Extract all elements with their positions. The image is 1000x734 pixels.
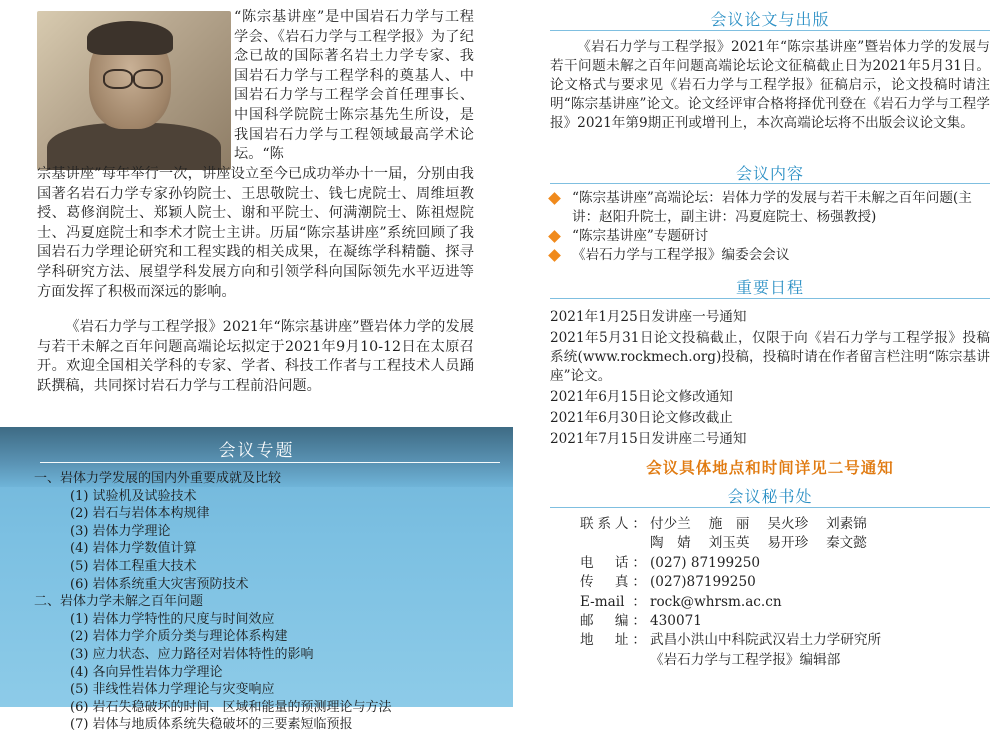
topics-divider: [40, 462, 500, 463]
contacts-row-2: [580, 534, 1000, 553]
portrait-body: [47, 123, 221, 170]
secretariat-title: 会议秘书处: [727, 487, 813, 506]
papers-title: 会议论文与出版: [710, 10, 830, 29]
topic-item: (3) 岩体力学理论: [70, 523, 171, 539]
portrait-glasses-right: [133, 69, 163, 89]
topics-list: [34, 470, 504, 734]
notice-text: 会议具体地点和时间详见二号通知: [646, 459, 894, 477]
topic-item: (2) 岩体力学介质分类与理论体系构建: [70, 629, 288, 645]
secretariat-divider: [550, 507, 990, 508]
content-item: [550, 227, 990, 246]
topic-item: (5) 岩体工程重大技术: [70, 558, 197, 574]
topic-item: (1) 岩体力学特性的尺度与时间效应: [70, 611, 275, 627]
contacts-row: [580, 515, 1000, 534]
portrait-glasses-left: [103, 69, 133, 89]
address-label: 地 址：: [580, 632, 646, 649]
zip-row: [580, 612, 1000, 631]
content-divider: [550, 183, 990, 184]
schedule-divider: [550, 298, 990, 299]
topic-item: (4) 各向异性岩体力学理论: [70, 664, 223, 680]
intro-paragraph: “陈宗基讲座”是中国岩石力学与工程学会、《岩石力学与工程学报》为了纪念已故的国际著名岩土力学专家、我国岩石力学与工程学科的奠基人、中国岩石力学与工程学会首任理事长、中国科学院院士陈宗基先生所设，是我国岩石力学与工程领域最高学术论坛。“陈: [234, 9, 474, 163]
content-item-text: “陈宗基讲座”高端论坛：岩体力学的发展与若干未解之百年问题(主讲：赵阳升院士，副主讲：冯夏庭院士、杨强教授): [572, 190, 972, 225]
topic-item: (6) 岩石失稳破坏的时间、区域和能量的预测理论与方法: [70, 699, 392, 715]
email-label: E-mail：: [580, 593, 646, 610]
schedule-list: [550, 308, 990, 451]
content-item-text: “陈宗基讲座”专题研讨: [572, 228, 709, 244]
schedule-item: 2021年5月31日论文投稿截止，仅限于向《岩石力学与工程学报》投稿系统(www.rockmech.org)投稿，投稿时请在作者留言栏注明“陈宗基讲座”论文。: [550, 330, 990, 384]
portrait-photo: [37, 11, 231, 170]
fax-label: 传 真：: [580, 574, 646, 591]
address-line-2: 《岩石力学与工程学报》编辑部: [650, 651, 841, 668]
fax-value: (027)87199250: [650, 574, 756, 591]
topic-item: (1) 试验机及试验技术: [70, 488, 197, 504]
email-value[interactable]: rock@whrsm.ac.cn: [650, 593, 782, 610]
schedule-item: 2021年1月25日发讲座一号通知: [550, 309, 747, 325]
contacts-label: 联系人：: [580, 516, 646, 532]
contact-block: [580, 515, 1000, 670]
contacts-names-1: 付少兰 施 丽 吴火珍 刘素锦: [650, 516, 867, 532]
contacts-names-2: 陶 婧 刘玉英 易开珍 秦文懿: [650, 535, 867, 552]
schedule-item: 2021年7月15日发讲座二号通知: [550, 431, 747, 447]
content-list: [550, 189, 990, 265]
address-row: [580, 631, 1000, 650]
email-row: [580, 593, 1000, 612]
topic-heading: 二、岩体力学未解之百年问题: [34, 594, 204, 610]
zip-value: 430071: [650, 612, 702, 629]
diamond-bullet-icon: [548, 230, 561, 243]
topic-item: (5) 非线性岩体力学理论与灾变响应: [70, 682, 275, 698]
papers-divider: [550, 30, 990, 31]
schedule-item: 2021年6月15日论文修改通知: [550, 389, 733, 405]
zip-label: 邮 编：: [580, 612, 646, 629]
address-line-1: 武昌小洪山中科院武汉岩土力学研究所: [650, 632, 882, 649]
content-item-text: 《岩石力学与工程学报》编委会会议: [572, 247, 790, 263]
topic-item: (4) 岩体力学数值计算: [70, 541, 197, 557]
content-title: 会议内容: [735, 164, 804, 183]
phone-value: (027) 87199250: [650, 554, 761, 571]
portrait-hair: [87, 21, 173, 55]
schedule-item: 2021年6月30日论文修改截止: [550, 410, 733, 426]
right-page: [540, 0, 1000, 707]
diamond-bullet-icon: [548, 249, 561, 262]
topic-item: (3) 应力状态、应力路径对岩体特性的影响: [70, 646, 314, 662]
intro-paragraph-continued: 宗基讲座”每年举行一次，讲座设立至今已成功举办十一届，分别由我国著名岩石力学专家孙钧院士、王思敬院士、钱七虎院士、周维垣教授、葛修润院士、郑颖人院士、谢和平院士、何满潮院士、陈祖煜院士、冯夏庭院士和李术才院士主讲。历届“陈宗基讲座”系统回顾了我国岩石力学理论研究和工程实践的相关成果，在凝练学科精髓、探寻学科研究方法、展望学科发展方向和引领学科向国际领先水平迈进等方面发挥了积极而深远的影响。: [37, 166, 474, 300]
topic-item: (7) 岩体与地质体系统失稳破坏的三要素短临预报: [70, 717, 353, 733]
topics-title: 会议专题: [218, 441, 295, 461]
diamond-bullet-icon: [548, 192, 561, 205]
content-item: [550, 246, 990, 265]
schedule-title: 重要日程: [735, 278, 804, 297]
topic-heading: 一、岩体力学发展的国内外重要成就及比较: [34, 471, 282, 486]
phone-row: [580, 554, 1000, 573]
phone-label: 电 话：: [580, 554, 646, 571]
content-item: [550, 189, 990, 227]
address-row-2: [580, 651, 1000, 670]
forum-announcement-paragraph: 《岩石力学与工程学报》2021年“陈宗基讲座”暨岩体力学的发展与若干未解之百年问题高端论坛拟定于2021年9月10-12日在太原召开。欢迎全国相关学科的专家、学者、科技工作者与工程技术人员踊跃撰稿，共同探讨岩石力学与工程前沿问题。: [37, 319, 474, 394]
fax-row: [580, 573, 1000, 592]
papers-paragraph: 《岩石力学与工程学报》2021年“陈宗基讲座”暨岩体力学的发展与若干问题未解之百年问题高端论坛论文征稿截止日为2021年5月31日。论文格式与要求见《岩石力学与工程学报》征稿启示，论文投稿时请注明“陈宗基讲座”论文。论文经评审合格将择优刊登在《岩石力学与工程学报》2021年第9期正刊或增刊上，本次高端论坛将不出版会议论文集。: [550, 39, 990, 131]
topic-item: (6) 岩体系统重大灾害预防技术: [70, 576, 249, 592]
topic-item: (2) 岩石与岩体本构规律: [70, 506, 210, 522]
